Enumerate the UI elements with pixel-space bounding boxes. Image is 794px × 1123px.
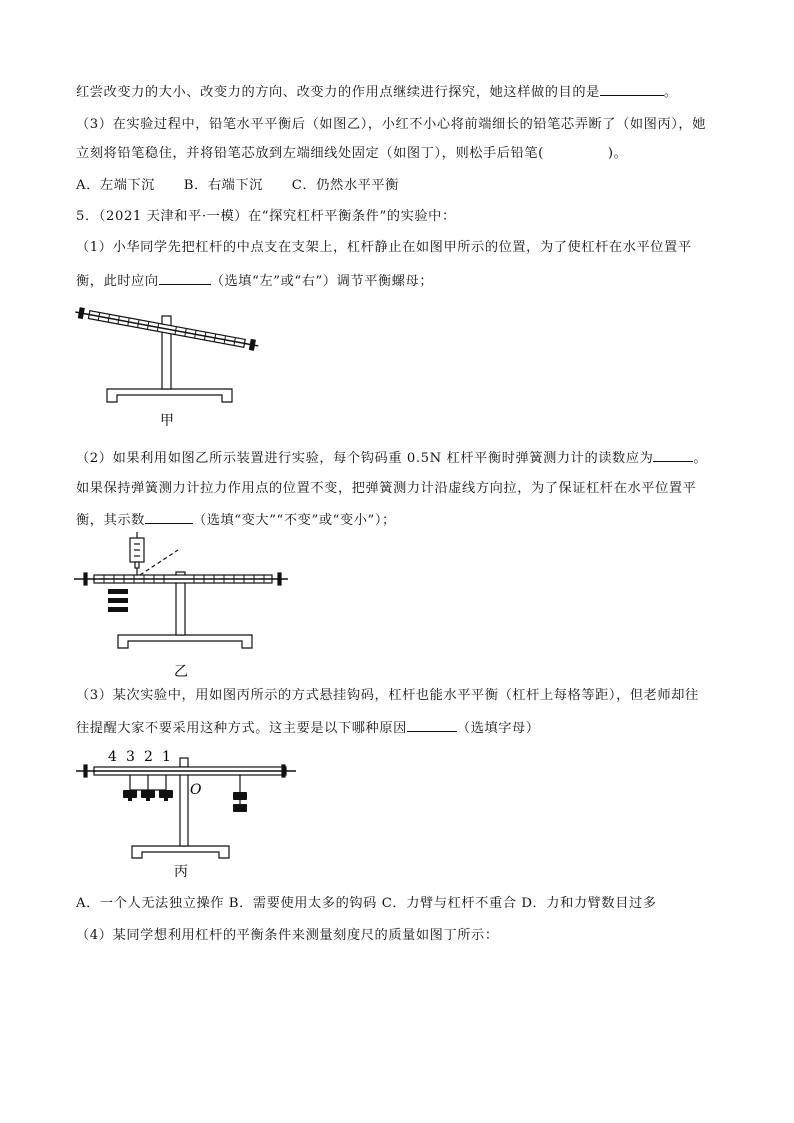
figure-jia <box>72 300 272 430</box>
q5-4-line1: （4）某同学想利用杠杆的平衡条件来测量刻度尺的质量如图丁所示： <box>76 928 499 943</box>
q5-1-line2: 衡，此时应向 （选填“左”或“右”）调节平衡螺母； <box>76 270 433 292</box>
para-purpose: 红尝改变力的大小、改变力的方向、改变力的作用点继续进行探究，她这样做的目的是 。 <box>76 81 678 103</box>
bing-hook-label-4: 4 <box>108 749 117 765</box>
figure-bing-caption: 丙 <box>174 864 188 880</box>
q5-3-line2: 往提醒大家不要采用这种方式。这主要是以下哪种原因 （选填字母） <box>76 717 540 739</box>
figure-bing <box>76 742 306 882</box>
q5-title: 5．（2021 天津和平·一模）在“探究杠杆平衡条件”的实验中： <box>76 209 456 224</box>
answer-blank-direction[interactable] <box>159 270 211 285</box>
answer-blank-reason[interactable] <box>407 717 457 732</box>
bing-hook-label-1: 1 <box>162 749 171 765</box>
para-purpose-text: 红尝改变力的大小、改变力的方向、改变力的作用点继续进行探究，她这样做的目的是 <box>76 85 600 100</box>
q4-3-options: A．左端下沉 B．右端下沉 C．仍然水平平衡 <box>76 178 399 193</box>
q5-2-line1: （2）如果利用如图乙所示装置进行实验，每个钩码重 0.5N 杠杆平衡时弹簧测力计的读数应为 。 <box>76 447 707 469</box>
bing-hook-label-2: 2 <box>144 749 153 765</box>
q5-3-line1: （3）某次实验中，用如图丙所示的方式悬挂钩码，杠杆也能水平平衡（杠杆上每格等距），但老师却往 <box>76 688 699 703</box>
q4-3-line1: （3）在实验过程中，铅笔水平平衡后（如图乙），小红不小心将前端细长的铅笔芯弄断了（如图丙），她 <box>76 117 707 132</box>
figure-jia-caption: 甲 <box>160 413 174 429</box>
figure-yi-caption: 乙 <box>174 664 188 680</box>
answer-blank-reading[interactable] <box>653 447 693 462</box>
figure-yi <box>74 532 294 682</box>
q5-2-line2: 如果保持弹簧测力计拉力作用点的位置不变，把弹簧测力计沿虚线方向拉，为了保证杠杆在水平位置平 <box>76 481 697 496</box>
answer-blank-change[interactable] <box>145 509 193 524</box>
q5-3-options: A．一个人无法独立操作 B．需要使用太多的钩码 C．力臂与杠杆不重合 D．力和力臂数目过多 <box>76 896 657 911</box>
q4-3-line2: 立刻将铅笔稳住，并将铅笔芯放到左端细线处固定（如图丁），则松手后铅笔( )。 <box>76 146 628 161</box>
q5-1-line1: （1）小华同学先把杠杆的中点支在支架上，杠杆静止在如图甲所示的位置，为了使杠杆在水平位置平 <box>76 240 692 255</box>
answer-blank-purpose[interactable] <box>600 81 664 96</box>
q5-2-line3: 衡，其示数 （选填“变大”“不变”或“变小”）； <box>76 509 396 531</box>
bing-pivot-label: O <box>190 782 202 798</box>
bing-hook-label-3: 3 <box>126 749 135 765</box>
